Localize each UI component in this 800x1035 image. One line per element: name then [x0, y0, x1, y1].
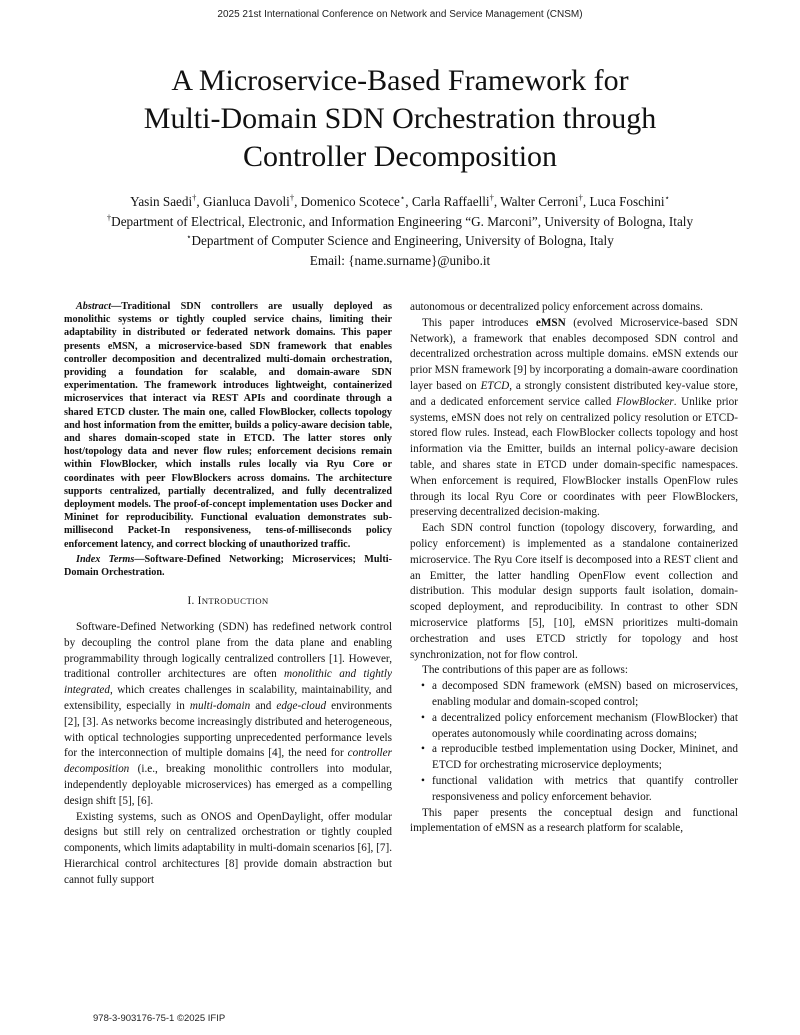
- list-item: • functional validation with metrics that quantify controller responsiveness and policy enforcement behavior.: [423, 774, 738, 806]
- list-item: • a reproducible testbed implementation using Docker, Mininet, and ETCD for orchestrating microservice deployments;: [423, 742, 738, 774]
- paragraph: Software-Defined Networking (SDN) has redefined network control by decoupling the control plane from the data plane and enabling programmability through logically centralized controllers [1]. However, traditional controller architectures are often monolithic and tightly integrated, which creates challenges in scalability, maintainability, and extensibility, especially in multi-domain and edge-cloud environments [2], [3]. As networks become increasingly distributed and heterogeneous, with optical technologies supporting unprecedented performance levels for the interconnection of multiple domains [4], the need for controller decomposition (i.e., breaking monolithic controllers into modular, independently deployable microservices) has emerged as a compelling design shift [5], [6].: [64, 621, 392, 807]
- abstract: Abstract—Traditional SDN controllers are usually deployed as monolithic systems or tightly coupled service chains, limiting their adaptability in distributed or federated network domains. This paper presents eMSN, a microservice-based SDN framework that enables controller decomposition and decentralized multi-domain orchestration, providing a foundation for scalable, and domain-aware SDN experimentation. The framework introduces lightweight, containerized microservices that interact via REST APIs and coordinate through a shared ETCD cluster. The main one, called FlowBlocker, collects topology and host information from the emitter, builds a policy-aware decision table, and shares domain-scoped state in ETCD. The latter stores only host/topology data and never flow rules; enforcement decisions remain within FlowBlocker, which installs rules locally via Ryu Core or coordinates with peer FlowBlockers across domains. The architecture supports centralized, partially decentralized, and fully decentralized deployment models. The proof-of-concept implementation uses Docker and Mininet for reproducibility. Functional evaluation demonstrates sub-millisecond Packet-In responsiveness, tens-of-milliseconds policy enforcement latency, and correct blocking of unauthorized traffic.: [64, 301, 392, 550]
- list-item: • a decentralized policy enforcement mechanism (FlowBlocker) that operates autonomously while coordinating across domains;: [423, 711, 738, 743]
- author-name: Yasin Saedi: [130, 194, 193, 209]
- author-name: Luca Foschini: [589, 194, 665, 209]
- email-line: Email: {name.surname}@unibo.it: [309, 252, 491, 268]
- right-column: [410, 300, 738, 837]
- paragraph: This paper introduces eMSN (evolved Microservice-based SDN Network), a framework that enables decomposed SDN control and decentralized orchestration across multiple domains. eMSN extends our prior MSN framework [9] by incorporating a domain-aware coordination layer based on ETCD, a strongly consistent distributed key-value store, and a dedicated enforcement service called FlowBlocker. Unlike prior systems, eMSN does not rely on centralized policy resolution or ETCD-stored flow rules. Instead, each FlowBlocker collects topology and host information via the Emitter, builds an internal policy-aware decision table, and shares state in ETCD under domain-specific namespaces. When enforcement is required, FlowBlocker installs OpenFlow rules through its local Ryu Core or coordinates with peer FlowBlockers, preserving decentralized decision-making.: [410, 316, 738, 519]
- index-terms: Index Terms—Software-Defined Networking; Microservices; Multi-Domain Orchestration.: [64, 553, 392, 579]
- title-line: Multi-Domain SDN Orchestration through: [143, 102, 657, 136]
- paragraph: Existing systems, such as ONOS and OpenDaylight, offer modular designs but still rely on centralized orchestration or tightly coupled components, which limits adaptability in multi-domain scenarios [6], [7]. Hierarchical control architectures [8] provide domain abstraction but cannot fully support: [64, 810, 392, 886]
- author-name: Carla Raffaelli: [411, 194, 490, 209]
- paragraph: autonomous or decentralized policy enforcement across domains.: [410, 301, 703, 313]
- paragraph: The contributions of this paper are as follows:: [422, 664, 628, 677]
- copyright-footer: 978-3-903176-75-1 ©2025 IFIP: [93, 1013, 226, 1024]
- paragraph: Each SDN control function (topology discovery, forwarding, and policy enforcement) is implemented as a standalone containerized microservice. The Ryu Core itself is decomposed into a REST client and an Emitter, the latter handling OpenFlow event collection and distribution. This modular design supports fault isolation, domain-scoped deployment, and reproducibility. In contrast to other SDN microservice platforms [5], [10], eMSN prioritizes multi-domain orchestration and uses ETCD strictly for topology and host synchronization, not for flow control.: [410, 522, 738, 661]
- title-line: Controller Decomposition: [242, 140, 558, 174]
- author-name: Walter Cerroni: [500, 194, 579, 209]
- contribution-list: [410, 679, 738, 805]
- paper-title: [60, 62, 740, 176]
- author-name: Domenico Scotece: [300, 194, 400, 209]
- author-list: Yasin Saedi†, Gianluca Davoli†, Domenico Scotece⋆, Carla Raffaelli†, Walter Cerroni†, Luca Foschini⋆: [130, 192, 670, 209]
- author-block: [20, 192, 780, 270]
- conference-header: 2025 21st International Conference on Network and Service Management (CNSM): [217, 9, 583, 20]
- title-line: A Microservice-Based Framework for: [171, 64, 629, 97]
- affiliation-2: ⋆Department of Computer Science and Engineering, University of Bologna, Italy: [186, 231, 614, 248]
- paragraph: This paper presents the conceptual design and functional implementation of eMSN as a research platform for scalable,: [410, 806, 738, 835]
- list-item: • a decomposed SDN framework (eMSN) based on microservices, enabling modular and domain-scoped control;: [423, 679, 738, 711]
- affiliation-1: †Department of Electrical, Electronic, and Information Engineering “G. Marconi”, University of Bologna, Italy: [106, 212, 694, 229]
- left-column: [64, 300, 392, 889]
- author-name: Gianluca Davoli: [203, 194, 290, 209]
- section-heading: I. INTRODUCTION: [187, 595, 269, 608]
